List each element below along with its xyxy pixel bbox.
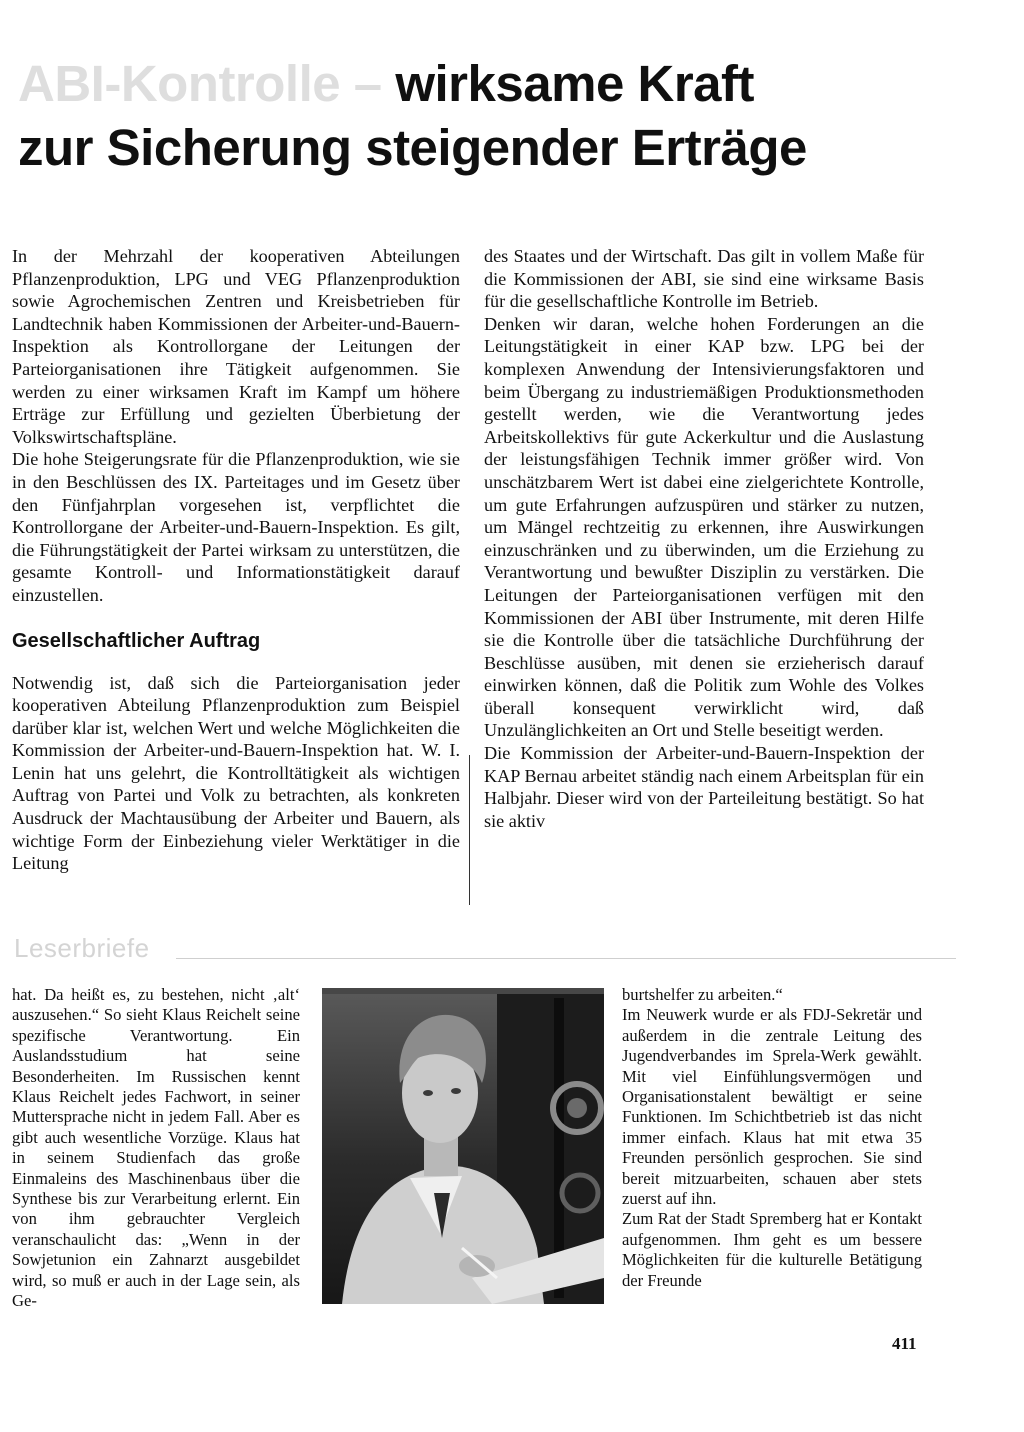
- article-left-column: [12, 245, 460, 875]
- letters-heading: Leserbriefe: [14, 933, 150, 963]
- article-paragraph: des Staates und der Wirtschaft. Das gilt in vollem Maße für die Kommissionen der ABI, sie sind eine wirksame Basis für die gesellschaftliche Kontrolle im Betrieb.: [484, 246, 924, 312]
- headline-faded-part: ABI-Kontrolle –: [18, 55, 382, 112]
- article-paragraph: Denken wir daran, welche hohen Forderungen an die Leitungstätigkeit in einer KAP bzw. LPG bei der komplexen Anwendung der Intensivierungsfaktoren und beim Übergang zu industriemäßigen Produktionsmethoden gestellt werden, wie die Verantwortung jedes Arbeitskollektivs für gute Ackerkultur und die Auslastung der leistungsfähigen Technik immer größer wird. Von unschätzbarem Wert ist dabei eine zielgerichtete Kontrolle, um gute Erfahrungen aufzuspüren und stärker zu nutzen, um Mängel rechtzeitig zu erkennen, ihre Auswirkungen einzuschränken und zu überwinden, um die Erziehung zu Verantwortung und bewußter Disziplin zu verstärken. Die Leitungen der Parteiorganisationen verfügen mit den Kommissionen der ABI über Instrumente, mit deren Hilfe sie die Kontrolle über die tatsächliche Durchführung der Beschlüsse ausüben, mit denen sie erzieherisch darauf einwirken können, daß die Politik zum Wohle des Volkes überall konsequent verwirklicht wird, daß Unzulänglichkeiten an Ort und Stelle beseitigt werden.: [484, 313, 924, 741]
- article-paragraph: Notwendig ist, daß sich die Parteiorganisation jeder kooperativen Abteilung Pflanzenproduktion zum Beispiel darüber klar ist, welchen Wert und welche Möglichkeiten die Kommission der Arbeiter-und-Bauern-Inspektion hat. W. I. Lenin hat uns gelehrt, die Kontrolltätigkeit als wichtigen Auftrag von Partei und Volk zu betrachten, als konkreten Ausdruck der Machtausübung der Arbeiter und Bauern, als wichtige Form der Einbeziehung vieler Werktätiger in die Leitung: [12, 672, 460, 874]
- section-divider: [176, 958, 956, 959]
- letters-paragraph: Im Neuwerk wurde er als FDJ-Sekretär und außerdem in die zentrale Leitung des Jugendverbandes im Sprela-Werk gewählt. Mit viel Einfühlungsvermögen und Organisationstalent bewältigt er seine Funktionen. Im Schichtbetrieb ist das nicht immer einfach. Klaus hat mit etwa 35 Freunden persönlich gesprochen. Sie sind bereit mitzuarbeiten, schauen aber stets zuerst auf ihn.: [622, 1005, 922, 1209]
- page-number: 411: [892, 1334, 917, 1353]
- article-subheading: Gesellschaftlicher Auftrag: [12, 629, 261, 652]
- headline-line2: zur Sicherung steigender Erträge: [18, 119, 807, 176]
- portrait-photo-illustration: [322, 988, 604, 1304]
- headline-line1: wirksame Kraft: [381, 55, 755, 112]
- article-paragraph: Die Kommission der Arbeiter-und-Bauern-Inspektion der KAP Bernau arbeitet ständig nach einem Arbeitsplan für ein Halbjahr. Dieser wird von der Parteileitung bestätigt. So hat sie aktiv: [484, 743, 924, 831]
- article-right-column: [484, 245, 924, 832]
- article-paragraph: In der Mehrzahl der kooperativen Abteilungen Pflanzenproduktion, LPG und VEG Pflanzenproduktion sowie Agrochemischen Zentren und Kreisbetrieben für Landtechnik haben Kommissionen der Arbeiter-und-Bauern-Inspektion als Kontrollorgane der Leitungen der Parteiorganisationen ihre Tätigkeit aufgenommen. Sie werden zu einer wirksamen Kraft im Kampf um höhere Erträge zur Erfüllung und gezielten Überbietung der Volkswirtschaftspläne.: [12, 246, 460, 447]
- letters-paragraph: Zum Rat der Stadt Spremberg hat er Kontakt aufgenommen. Ihm geht es um bessere Möglichkeiten für die kulturelle Betätigung der Freunde: [622, 1209, 922, 1290]
- column-divider: [469, 755, 470, 905]
- headline: [18, 52, 918, 180]
- letters-column-3: [622, 985, 922, 1291]
- portrait-photo: [322, 988, 604, 1304]
- article-paragraph: Die hohe Steigerungsrate für die Pflanzenproduktion, wie sie in den Beschlüssen des IX. Parteitages und im Gesetz über den Fünfjahrplan vorgesehen ist, verpflichtet die Kontrollorgane der Arbeiter-und-Bauern-Inspektion. Es gilt, die Führungstätigkeit der Partei wirksam zu unterstützen, die gesamte Kontroll- und Informationstätigkeit darauf einzustellen.: [12, 449, 460, 605]
- letters-paragraph: hat. Da heißt es, zu bestehen, nicht ‚alt‘ auszusehen.“ So sieht Klaus Reichelt seine spezifische Verantwortung. Ein Auslandsstudium hat seine Besonderheiten. Im Russischen kennt Klaus Reichelt jedes Fachwort, in seiner Muttersprache nicht in jedem Fall. Aber es gibt auch wesentliche Vorzüge. Klaus hat in seinem Studienfach das große Einmaleins des Maschinenbaus über die Synthese bis zur Verarbeitung erlernt. Ein von ihm gebrauchter Vergleich veranschaulicht das: „Wenn in der Sowjetunion ein Zahnarzt ausgebildet wird, so muß er auch in der Lage sein, als Ge-: [12, 985, 300, 1311]
- letters-paragraph: burtshelfer zu arbeiten.“: [622, 985, 783, 1004]
- letters-column-1: [12, 985, 300, 1312]
